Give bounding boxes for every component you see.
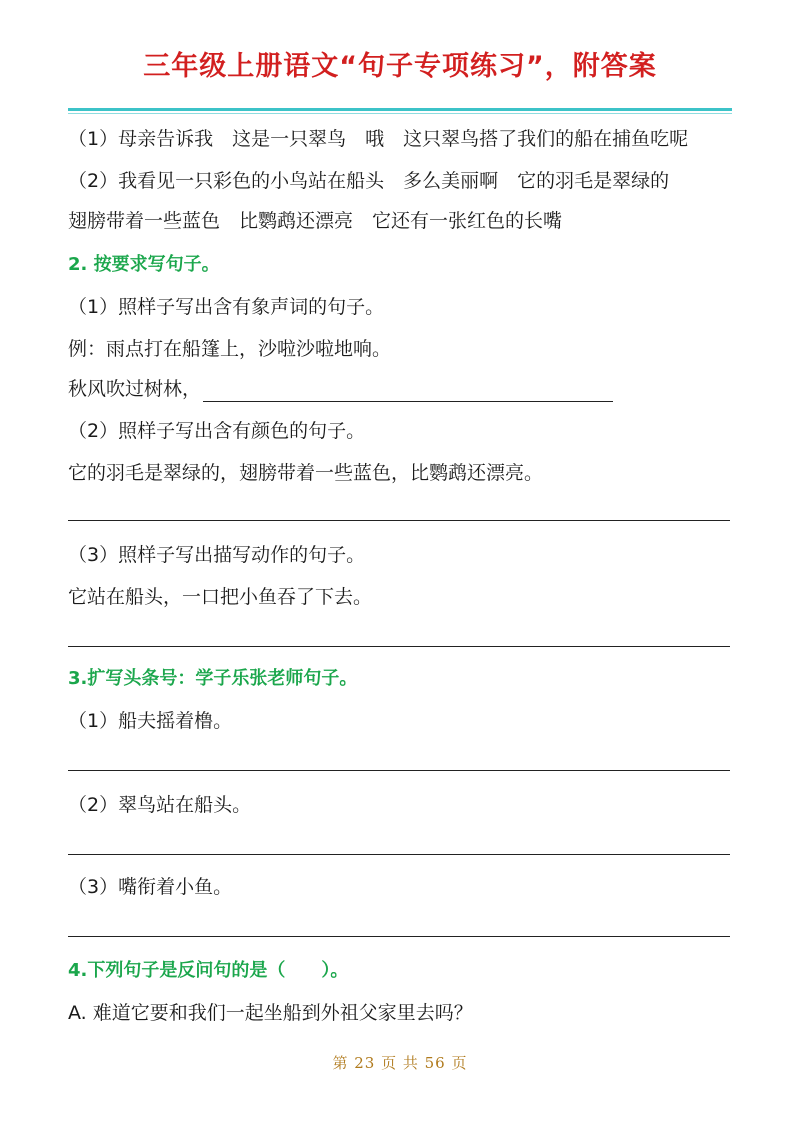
section4-option-a: A. 难道它要和我们一起坐船到外祖父家里去吗？ (68, 1002, 473, 1024)
answer-line-3[interactable] (68, 770, 730, 771)
page-title: 三年级上册语文“句子专项练习”，附答案 (143, 51, 657, 82)
section4-heading: 4.下列句子是反问句的是（ ）。 (68, 960, 349, 981)
section2-prompt: 秋风吹过树林， (68, 378, 202, 400)
section2-item-3: （3）照样子写出描写动作的句子。 (68, 544, 366, 566)
answer-line-1[interactable] (68, 520, 730, 521)
section2-heading: 2. 按要求写句子。 (68, 254, 220, 275)
section2-prompt-line (68, 376, 613, 402)
page-number: 第 23 页 共 56 页 (332, 1054, 468, 1072)
section3-item-3: （3）嘴衔着小鱼。 (68, 876, 233, 898)
answer-line-5[interactable] (68, 936, 730, 937)
section3-heading: 3.扩写头条号：学子乐张老师句子。 (68, 668, 358, 689)
section1-item-2: （2）我看见一只彩色的小鸟站在船头 多么美丽啊 它的羽毛是翠绿的 (68, 170, 670, 192)
section2-example-2: 它的羽毛是翠绿的，翅膀带着一些蓝色，比鹦鹉还漂亮。 (68, 462, 544, 484)
section3-item-1: （1）船夫摇着橹。 (68, 710, 233, 732)
header-divider (68, 108, 732, 111)
section2-example-1: 例：雨点打在船篷上，沙啦沙啦地响。 (68, 338, 392, 360)
header-divider-thin (68, 113, 732, 114)
section1-item-2-cont: 翅膀带着一些蓝色 比鹦鹉还漂亮 它还有一张红色的长嘴 (68, 210, 563, 232)
answer-line-2[interactable] (68, 646, 730, 647)
section3-item-2: （2）翠鸟站在船头。 (68, 794, 252, 816)
section2-item-1: （1）照样子写出含有象声词的句子。 (68, 296, 385, 318)
section2-item-2: （2）照样子写出含有颜色的句子。 (68, 420, 366, 442)
section1-item-1: （1）母亲告诉我 这是一只翠鸟 哦 这只翠鸟搭了我们的船在捕鱼吃呢 (68, 128, 689, 150)
answer-blank[interactable] (203, 381, 613, 402)
answer-line-4[interactable] (68, 854, 730, 855)
section2-example-3: 它站在船头，一口把小鱼吞了下去。 (68, 586, 373, 608)
